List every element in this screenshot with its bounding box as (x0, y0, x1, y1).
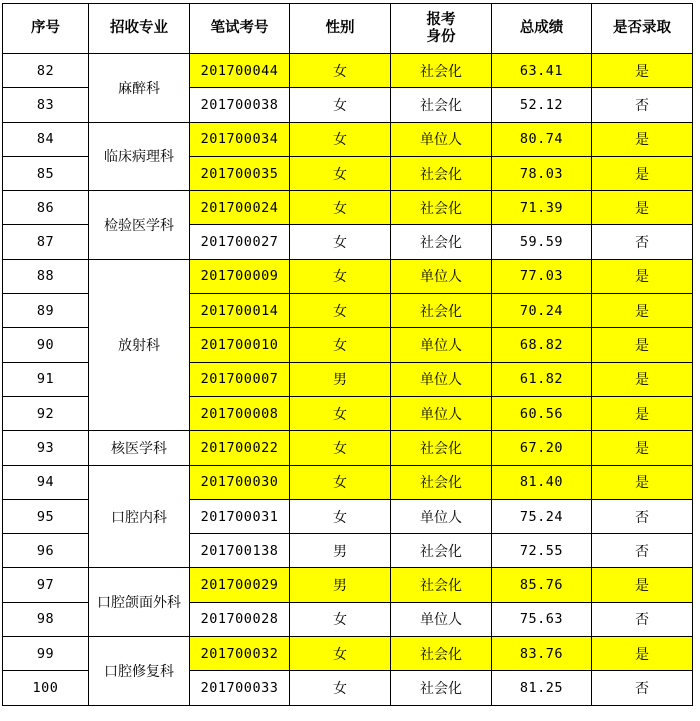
gender-cell: 男 (290, 362, 391, 396)
admitted-cell: 是 (592, 465, 693, 499)
identity-cell: 社会化 (391, 465, 492, 499)
exam-no-cell: 201700024 (190, 191, 290, 225)
exam-no-cell: 201700007 (190, 362, 290, 396)
identity-cell: 单位人 (391, 362, 492, 396)
gender-cell: 女 (290, 122, 391, 156)
admitted-cell: 否 (592, 225, 693, 259)
seq-cell: 95 (3, 499, 89, 533)
score-cell: 52.12 (492, 88, 592, 122)
score-cell: 72.55 (492, 534, 592, 568)
admitted-cell: 否 (592, 671, 693, 705)
identity-cell: 社会化 (391, 54, 492, 88)
exam-no-cell: 201700027 (190, 225, 290, 259)
seq-cell: 85 (3, 156, 89, 190)
score-cell: 59.59 (492, 225, 592, 259)
admitted-cell: 是 (592, 328, 693, 362)
admitted-cell: 否 (592, 602, 693, 636)
identity-cell: 社会化 (391, 88, 492, 122)
table-row (3, 54, 693, 88)
results-body (3, 54, 693, 706)
gender-cell: 女 (290, 396, 391, 430)
identity-cell: 单位人 (391, 602, 492, 636)
gender-cell: 女 (290, 465, 391, 499)
seq-cell: 100 (3, 671, 89, 705)
exam-no-cell: 201700034 (190, 122, 290, 156)
results-table-container (2, 3, 693, 706)
identity-cell: 社会化 (391, 568, 492, 602)
gender-cell: 女 (290, 328, 391, 362)
exam-no-cell: 201700028 (190, 602, 290, 636)
table-row (3, 431, 693, 465)
admitted-cell: 是 (592, 431, 693, 465)
header-identity-line1: 报考 (426, 11, 456, 28)
score-cell: 85.76 (492, 568, 592, 602)
major-cell: 口腔内科 (89, 465, 190, 568)
major-cell: 临床病理科 (89, 122, 190, 191)
admitted-cell: 是 (592, 191, 693, 225)
exam-no-cell: 201700044 (190, 54, 290, 88)
results-table (2, 3, 693, 706)
table-row (3, 122, 693, 156)
score-cell: 67.20 (492, 431, 592, 465)
gender-cell: 女 (290, 191, 391, 225)
exam-no-cell: 201700029 (190, 568, 290, 602)
table-row (3, 259, 693, 293)
score-cell: 63.41 (492, 54, 592, 88)
identity-cell: 社会化 (391, 225, 492, 259)
header-major: 招收专业 (89, 4, 190, 54)
score-cell: 60.56 (492, 396, 592, 430)
admitted-cell: 是 (592, 122, 693, 156)
identity-cell: 单位人 (391, 259, 492, 293)
header-identity-line2: 身份 (426, 28, 456, 45)
identity-cell: 单位人 (391, 122, 492, 156)
identity-cell: 社会化 (391, 156, 492, 190)
gender-cell: 女 (290, 88, 391, 122)
seq-cell: 93 (3, 431, 89, 465)
header-exam-no: 笔试考号 (190, 4, 290, 54)
seq-cell: 83 (3, 88, 89, 122)
exam-no-cell: 201700010 (190, 328, 290, 362)
score-cell: 81.40 (492, 465, 592, 499)
admitted-cell: 否 (592, 534, 693, 568)
score-cell: 80.74 (492, 122, 592, 156)
seq-cell: 97 (3, 568, 89, 602)
score-cell: 71.39 (492, 191, 592, 225)
seq-cell: 87 (3, 225, 89, 259)
gender-cell: 女 (290, 499, 391, 533)
exam-no-cell: 201700014 (190, 294, 290, 328)
exam-no-cell: 201700008 (190, 396, 290, 430)
major-cell: 口腔颌面外科 (89, 568, 190, 637)
score-cell: 75.63 (492, 602, 592, 636)
exam-no-cell: 201700038 (190, 88, 290, 122)
score-cell: 78.03 (492, 156, 592, 190)
header-gender: 性别 (290, 4, 391, 54)
admitted-cell: 是 (592, 294, 693, 328)
table-row (3, 637, 693, 671)
seq-cell: 92 (3, 396, 89, 430)
exam-no-cell: 201700030 (190, 465, 290, 499)
exam-no-cell: 201700022 (190, 431, 290, 465)
score-cell: 83.76 (492, 637, 592, 671)
admitted-cell: 是 (592, 362, 693, 396)
score-cell: 77.03 (492, 259, 592, 293)
identity-cell: 单位人 (391, 396, 492, 430)
seq-cell: 90 (3, 328, 89, 362)
seq-cell: 99 (3, 637, 89, 671)
header-row (3, 4, 693, 54)
exam-no-cell: 201700138 (190, 534, 290, 568)
score-cell: 61.82 (492, 362, 592, 396)
header-admitted: 是否录取 (592, 4, 693, 54)
gender-cell: 女 (290, 294, 391, 328)
table-row (3, 465, 693, 499)
admitted-cell: 是 (592, 259, 693, 293)
gender-cell: 女 (290, 602, 391, 636)
gender-cell: 女 (290, 54, 391, 88)
score-cell: 75.24 (492, 499, 592, 533)
admitted-cell: 否 (592, 499, 693, 533)
exam-no-cell: 201700033 (190, 671, 290, 705)
gender-cell: 女 (290, 431, 391, 465)
identity-cell: 社会化 (391, 191, 492, 225)
gender-cell: 女 (290, 225, 391, 259)
gender-cell: 女 (290, 637, 391, 671)
major-cell: 口腔修复科 (89, 637, 190, 706)
seq-cell: 96 (3, 534, 89, 568)
seq-cell: 98 (3, 602, 89, 636)
identity-cell: 社会化 (391, 637, 492, 671)
major-cell: 核医学科 (89, 431, 190, 465)
identity-cell: 社会化 (391, 534, 492, 568)
gender-cell: 女 (290, 671, 391, 705)
header-seq: 序号 (3, 4, 89, 54)
major-cell: 麻醉科 (89, 54, 190, 123)
identity-cell: 单位人 (391, 328, 492, 362)
gender-cell: 女 (290, 156, 391, 190)
gender-cell: 男 (290, 534, 391, 568)
gender-cell: 女 (290, 259, 391, 293)
exam-no-cell: 201700009 (190, 259, 290, 293)
exam-no-cell: 201700032 (190, 637, 290, 671)
exam-no-cell: 201700031 (190, 499, 290, 533)
gender-cell: 男 (290, 568, 391, 602)
table-row (3, 191, 693, 225)
admitted-cell: 是 (592, 156, 693, 190)
exam-no-cell: 201700035 (190, 156, 290, 190)
seq-cell: 86 (3, 191, 89, 225)
seq-cell: 82 (3, 54, 89, 88)
identity-cell: 社会化 (391, 431, 492, 465)
identity-cell: 社会化 (391, 671, 492, 705)
major-cell: 放射科 (89, 259, 190, 430)
admitted-cell: 是 (592, 54, 693, 88)
header-identity (391, 4, 492, 54)
admitted-cell: 是 (592, 396, 693, 430)
seq-cell: 94 (3, 465, 89, 499)
admitted-cell: 否 (592, 88, 693, 122)
seq-cell: 84 (3, 122, 89, 156)
table-row (3, 568, 693, 602)
admitted-cell: 是 (592, 568, 693, 602)
admitted-cell: 是 (592, 637, 693, 671)
identity-cell: 单位人 (391, 499, 492, 533)
seq-cell: 91 (3, 362, 89, 396)
score-cell: 68.82 (492, 328, 592, 362)
header-score: 总成绩 (492, 4, 592, 54)
score-cell: 70.24 (492, 294, 592, 328)
score-cell: 81.25 (492, 671, 592, 705)
seq-cell: 88 (3, 259, 89, 293)
seq-cell: 89 (3, 294, 89, 328)
identity-cell: 社会化 (391, 294, 492, 328)
major-cell: 检验医学科 (89, 191, 190, 260)
